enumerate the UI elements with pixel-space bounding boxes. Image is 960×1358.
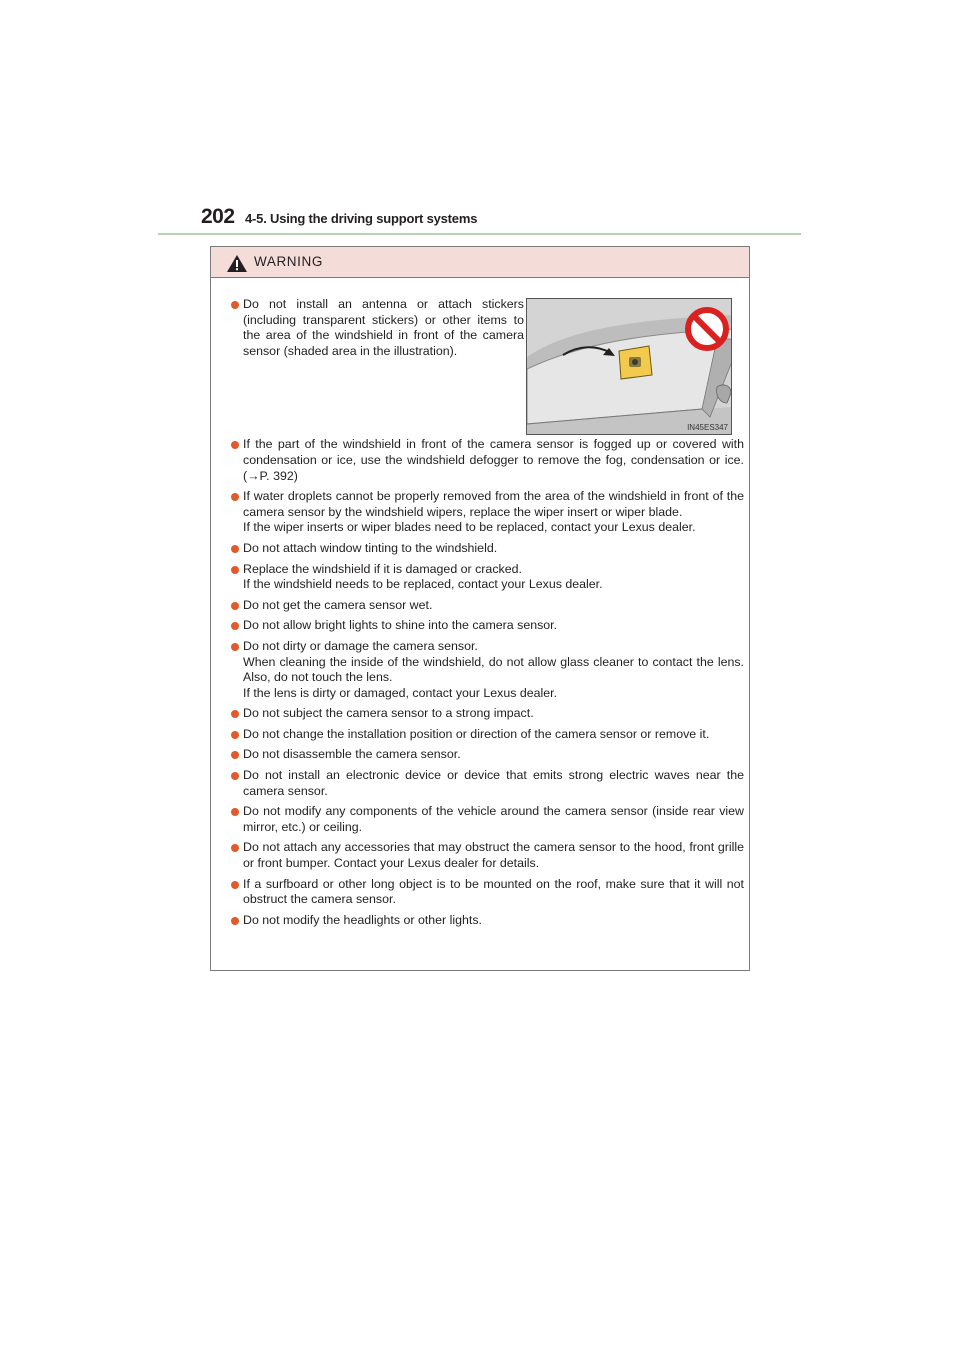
bullet-icon	[231, 301, 239, 309]
list-item: If the part of the windshield in front of the camera sensor is fogged up or covered with condensation or ice, use the windshield defogger to remove the fog, condensation or ice. (→P. 392)	[231, 437, 744, 484]
list-item: Do not get the camera sensor wet.	[231, 598, 744, 614]
list-item: Do not dirty or damage the camera sensor. When cleaning the inside of the windshield, do not allow glass cleaner to contact the lens. Also, do not touch the lens. If the lens is dirty or damaged, contact your Lexus dealer.	[231, 639, 744, 701]
warning-header	[211, 247, 749, 278]
bullet-icon	[231, 710, 239, 718]
warning-list	[231, 297, 744, 933]
bullet-icon	[231, 772, 239, 780]
list-item: If water droplets cannot be properly removed from the area of the windshield in front of the camera sensor by the windshield wipers, replace the wiper insert or wiper blade. If the wiper inserts or wiper blades need to be replaced, contact your Lexus dealer.	[231, 489, 744, 536]
bullet-icon	[231, 622, 239, 630]
warning-box	[210, 246, 750, 971]
page-header	[201, 205, 801, 235]
list-item: Do not install an antenna or attach stickers (including transparent stickers) or other items to the area of the windshield in front of the camera sensor (shaded area in the illustration).	[231, 297, 524, 359]
section-title: 4-5. Using the driving support systems	[245, 211, 478, 226]
bullet-icon	[231, 751, 239, 759]
list-item: Do not attach window tinting to the windshield.	[231, 541, 744, 557]
warning-triangle-icon	[227, 255, 247, 272]
illustration-code: IN45ES347	[687, 423, 728, 432]
bullet-icon	[231, 643, 239, 651]
bullet-icon	[231, 917, 239, 925]
list-item: Replace the windshield if it is damaged or cracked. If the windshield needs to be replaced, contact your Lexus dealer.	[231, 562, 744, 593]
bullet-icon	[231, 493, 239, 501]
list-item: Do not modify the headlights or other lights.	[231, 913, 744, 929]
list-item: Do not install an electronic device or device that emits strong electric waves near the camera sensor.	[231, 768, 744, 799]
bullet-icon	[231, 441, 239, 449]
warning-label: WARNING	[254, 254, 323, 269]
list-item: Do not change the installation position or direction of the camera sensor or remove it.	[231, 727, 744, 743]
list-item: Do not attach any accessories that may obstruct the camera sensor to the hood, front grille or front bumper. Contact your Lexus dealer for details.	[231, 840, 744, 871]
bullet-icon	[231, 881, 239, 889]
list-item: If a surfboard or other long object is to be mounted on the roof, make sure that it will not obstruct the camera sensor.	[231, 877, 744, 908]
bullet-icon	[231, 566, 239, 574]
bullet-icon	[231, 731, 239, 739]
list-item: Do not modify any components of the vehicle around the camera sensor (inside rear view mirror, etc.) or ceiling.	[231, 804, 744, 835]
bullet-icon	[231, 602, 239, 610]
bullet-icon	[231, 844, 239, 852]
list-item: Do not disassemble the camera sensor.	[231, 747, 744, 763]
header-divider	[158, 233, 801, 235]
page-number: 202	[201, 205, 235, 228]
list-item: Do not subject the camera sensor to a strong impact.	[231, 706, 744, 722]
bullet-icon	[231, 545, 239, 553]
list-item: Do not allow bright lights to shine into the camera sensor.	[231, 618, 744, 634]
bullet-icon	[231, 808, 239, 816]
